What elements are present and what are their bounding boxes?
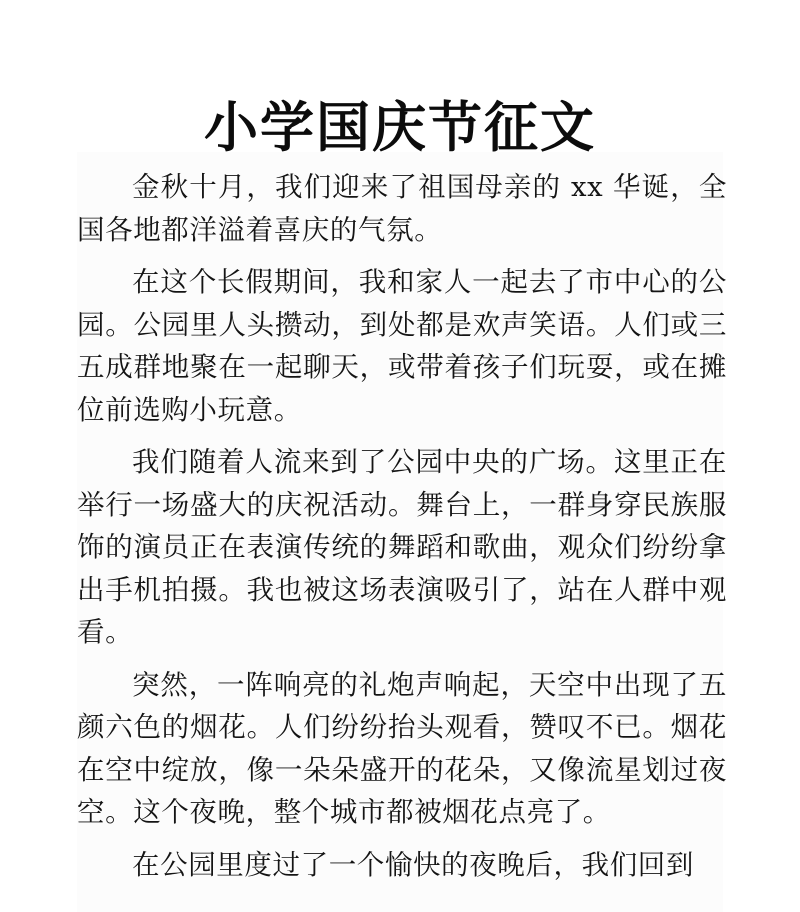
paragraph-1: 金秋十月，我们迎来了祖国母亲的 xx 华诞，全国各地都洋溢着喜庆的气氛。 [77,171,727,246]
paragraph-5: 在公园里度过了一个愉快的夜晚后，我们回到 [132,848,694,881]
essay-body [77,166,727,896]
paragraph-2: 在这个长假期间，我和家人一起去了市中心的公园。公园里人头攒动，到处都是欢声笑语。人们或三五成群地聚在一起聊天，或带着孩子们玩耍，或在摊位前选购小玩意。 [77,266,727,426]
page-title: 小学国庆节征文 [204,95,596,160]
paragraph-4: 突然，一阵响亮的礼炮声响起，天空中出现了五颜六色的烟花。人们纷纷抬头观看，赞叹不已。烟花在空中绽放，像一朵朵盛开的花朵，又像流星划过夜空。这个夜晚，整个城市都被烟花点亮了。 [77,668,727,828]
paragraph-3: 我们随着人流来到了公园中央的广场。这里正在举行一场盛大的庆祝活动。舞台上，一群身穿民族服饰的演员正在表演传统的舞蹈和歌曲，观众们纷纷拿出手机拍摄。我也被这场表演吸引了，站在人群中观看。 [77,446,727,648]
